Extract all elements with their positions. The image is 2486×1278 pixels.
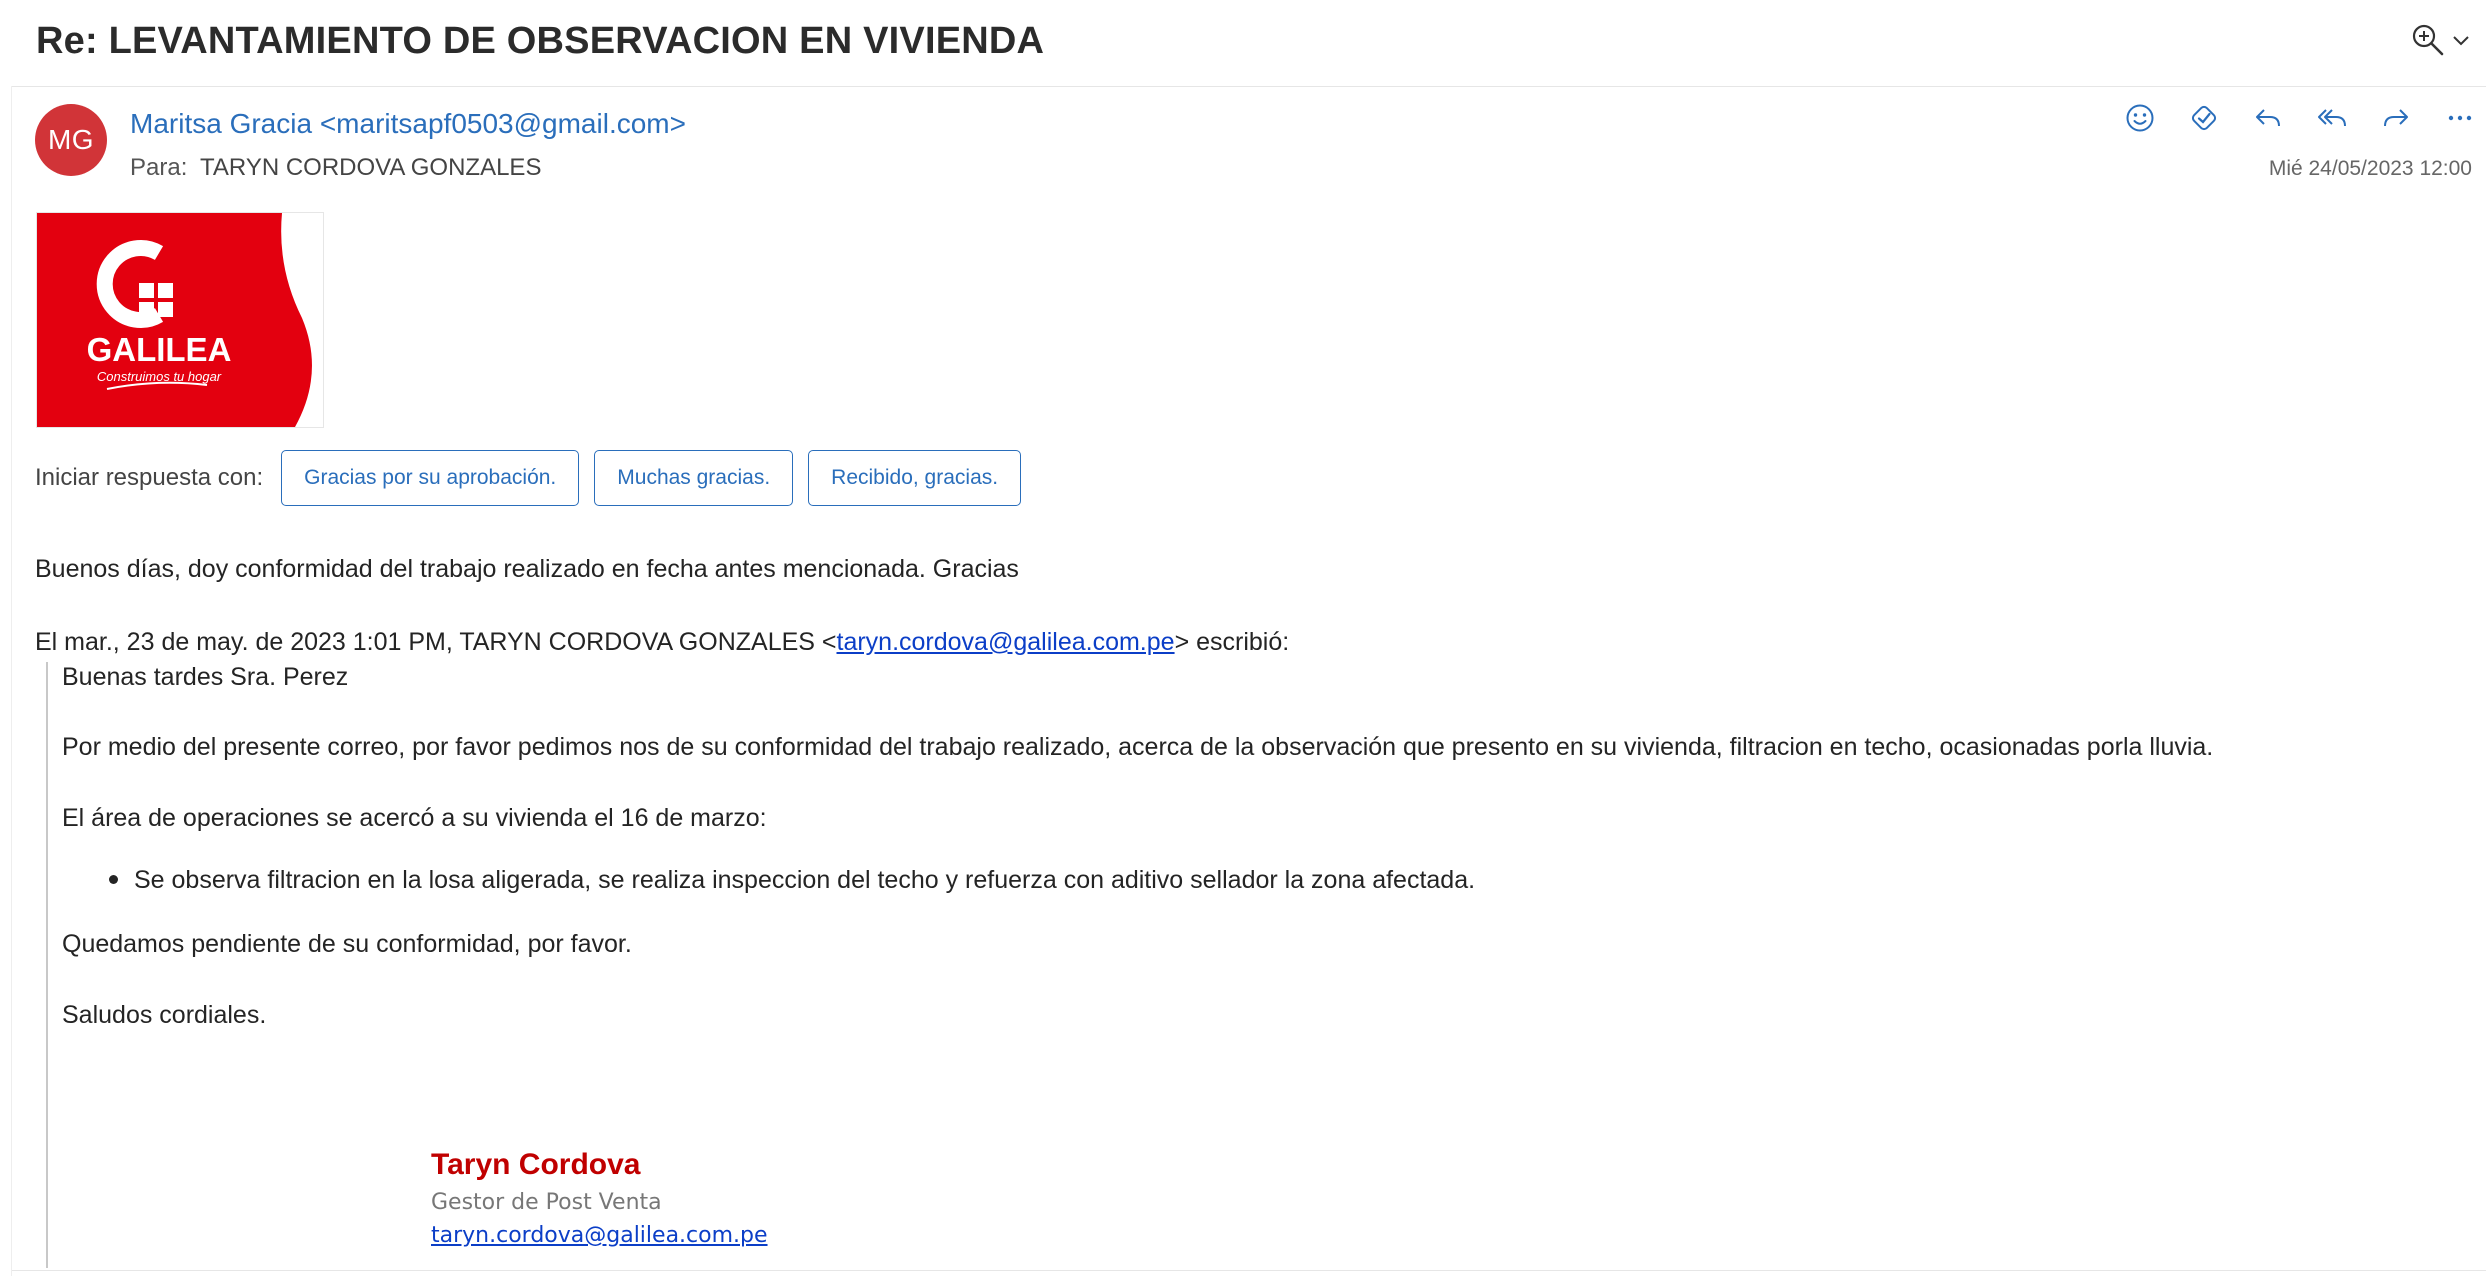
quote-header-prefix: El mar., 23 de may. de 2023 1:01 PM, TARYN CORDOVA GONZALES < [35,628,837,656]
reply-icon [2252,102,2284,139]
recipient-name[interactable]: TARYN CORDOVA GONZALES [200,154,542,181]
email-subject: Re: LEVANTAMIENTO DE OBSERVACION EN VIVIENDA [36,20,1045,62]
sender-avatar[interactable]: MG [35,104,107,176]
reply-text: Buenos días, doy conformidad del trabajo realizado en fecha antes mencionada. Gracias [35,555,1019,583]
quick-reply-approval-button[interactable]: Gracias por su aprobación. [281,450,579,506]
reply-button[interactable] [2236,98,2300,142]
emoji-icon [2124,102,2156,139]
pane-edge [11,86,12,1276]
more-icon [2444,102,2476,139]
quote-paragraph-2: El área de operaciones se acercó a su vivienda el 16 de marzo: [62,804,767,832]
quote-closing-2: Saludos cordiales. [62,1001,267,1029]
subject-bar [12,0,2486,87]
chevron-down-icon [2452,33,2470,51]
signature-name: Taryn Cordova [431,1148,641,1181]
forward-button[interactable] [2364,98,2428,142]
quote-header [35,628,1289,657]
logo-tagline: Construimos tu hogar [96,369,222,384]
more-actions-button[interactable] [2428,98,2486,142]
signature-role: Gestor de Post Venta [431,1190,662,1215]
approve-icon [2188,102,2220,139]
signature-email-link[interactable]: taryn.cordova@galilea.com.pe [431,1223,768,1248]
quick-reply-label: Iniciar respuesta con: [35,464,264,491]
message-date: Mié 24/05/2023 12:00 [2268,157,2472,180]
quick-reply-received-button[interactable]: Recibido, gracias. [808,450,1021,506]
sender-name[interactable]: Maritsa Gracia <maritsapf0503@gmail.com> [130,108,686,139]
forward-icon [2380,102,2412,139]
bottom-divider [12,1270,2486,1271]
quick-reply-bar [35,448,1036,508]
quote-bullet-item: Se observa filtracion en la losa aligerada, se realiza inspeccion del techo y refuerza con aditivo sellador la zona afectada. [134,866,1476,894]
zoom-icon [2410,22,2446,63]
quote-email-link[interactable]: taryn.cordova@galilea.com.pe [836,628,1175,656]
quote-greeting: Buenas tardes Sra. Perez [62,663,349,691]
logo-brand: GALILEA [86,331,232,368]
approve-button[interactable] [2172,98,2236,142]
quote-closing-1: Quedamos pendiente de su conformidad, por favor. [62,930,632,958]
galilea-logo-image [36,212,324,428]
quick-reply-thanks-button[interactable]: Muchas gracias. [594,450,793,506]
message-actions [2108,98,2486,142]
quote-header-suffix: > escribió: [1174,628,1290,656]
zoom-button[interactable] [2410,20,2480,64]
recipient-line [130,154,541,182]
quote-bar [46,662,48,1268]
emoji-button[interactable] [2108,98,2172,142]
to-label: Para: [130,154,188,181]
reply-all-icon [2315,102,2349,139]
bullet-point [109,875,118,884]
reply-all-button[interactable] [2300,98,2364,142]
quote-paragraph-1: Por medio del presente correo, por favor pedimos nos de su conformidad del trabajo realizado, acerca de la observación que presento en su vivienda, filtracion en techo, ocasionadas porla lluvia. [62,733,2214,761]
